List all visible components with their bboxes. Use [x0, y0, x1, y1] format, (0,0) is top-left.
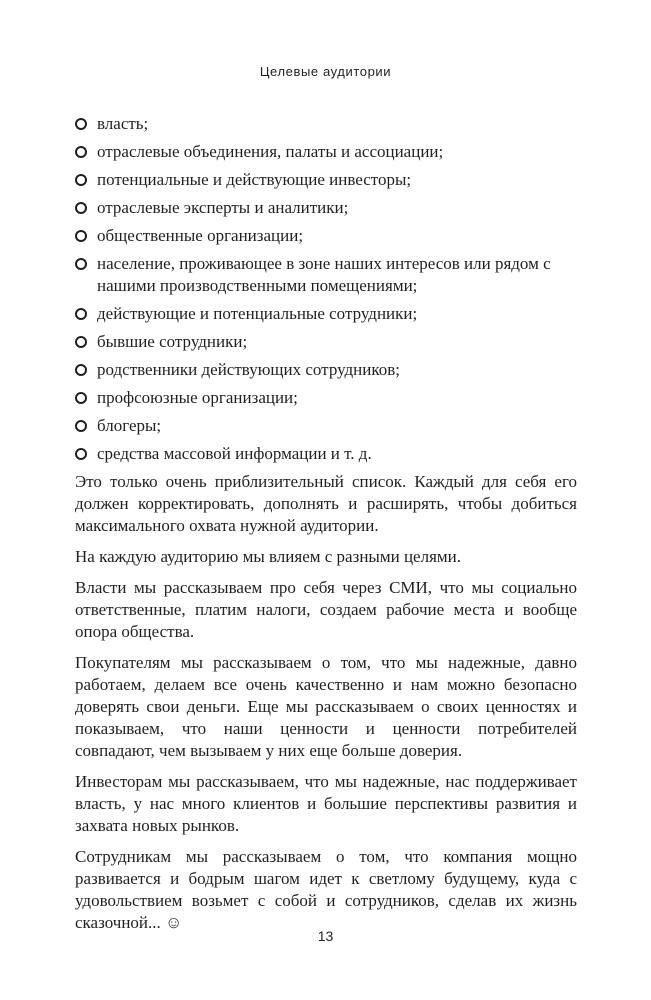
- circle-bullet-icon: [75, 308, 87, 320]
- list-item: [75, 197, 577, 219]
- list-item-text: власть;: [97, 114, 149, 133]
- paragraph: Инвесторам мы рассказываем, что мы надежные, нас поддерживает власть, у нас много клиентов и большие перспективы развития и захвата новых рынков.: [75, 772, 577, 835]
- list-item: [75, 113, 577, 135]
- paragraph: Покупателям мы рассказываем о том, что мы надежные, давно работаем, делаем все очень качественно и нам можно безопасно доверять свои деньги. Еще мы рассказываем о своих ценностях и показываем, что наши ценности и ценности потребителей совпадают, чем вызываем у них еще больше доверия.: [75, 653, 577, 760]
- list-item-text: блогеры;: [97, 416, 162, 435]
- list-item: [75, 225, 577, 247]
- circle-bullet-icon: [75, 420, 87, 432]
- list-item: [75, 387, 577, 409]
- circle-bullet-icon: [75, 448, 87, 460]
- paragraph: На каждую аудиторию мы влияем с разными целями.: [75, 547, 461, 566]
- circle-bullet-icon: [75, 202, 87, 214]
- list-item: [75, 415, 577, 437]
- circle-bullet-icon: [75, 230, 87, 242]
- list-item-text: родственники действующих сотрудников;: [97, 360, 401, 379]
- circle-bullet-icon: [75, 118, 87, 130]
- list-item-text: бывшие сотрудники;: [97, 332, 248, 351]
- circle-bullet-icon: [75, 336, 87, 348]
- list-item-text: средства массовой информации и т. д.: [97, 444, 372, 463]
- running-header: Целевые аудитории: [259, 64, 392, 79]
- page-body: [75, 113, 577, 943]
- list-item-text: профсоюзные организации;: [97, 388, 298, 407]
- circle-bullet-icon: [75, 364, 87, 376]
- list-item-text: население, проживающее в зоне наших интересов или рядом с нашими производственными помещениями;: [97, 254, 551, 295]
- list-item-text: отраслевые эксперты и аналитики;: [97, 198, 349, 217]
- circle-bullet-icon: [75, 258, 87, 270]
- list-item-text: отраслевые объединения, палаты и ассоциации;: [97, 142, 444, 161]
- list-item: [75, 141, 577, 163]
- list-item: [75, 303, 577, 325]
- list-item: [75, 169, 577, 191]
- page-number: 13: [317, 928, 334, 944]
- list-item-text: потенциальные и действующие инвесторы;: [97, 170, 412, 189]
- list-item: [75, 331, 577, 353]
- circle-bullet-icon: [75, 392, 87, 404]
- circle-bullet-icon: [75, 174, 87, 186]
- paragraph: Это только очень приблизительный список. Каждый для себя его должен корректировать, дополнять и расширять, чтобы добиться максимального охвата нужной аудитории.: [75, 472, 577, 535]
- audience-list: [75, 113, 577, 465]
- paragraph: Сотрудникам мы рассказываем о том, что компания мощно развивается и бодрым шагом идет к светлому будущему, куда с удовольствием возьмет с собой и сотрудников, сделав их жизнь сказочной... ☺: [75, 847, 577, 932]
- list-item-text: действующие и потенциальные сотрудники;: [97, 304, 418, 323]
- list-item: [75, 253, 577, 297]
- circle-bullet-icon: [75, 146, 87, 158]
- body-text: [75, 471, 577, 934]
- list-item-text: общественные организации;: [97, 226, 304, 245]
- list-item: [75, 359, 577, 381]
- list-item: [75, 443, 577, 465]
- paragraph: Власти мы рассказываем про себя через СМИ, что мы социально ответственные, платим налоги, создаем рабочие места и вообще опора общества.: [75, 578, 577, 641]
